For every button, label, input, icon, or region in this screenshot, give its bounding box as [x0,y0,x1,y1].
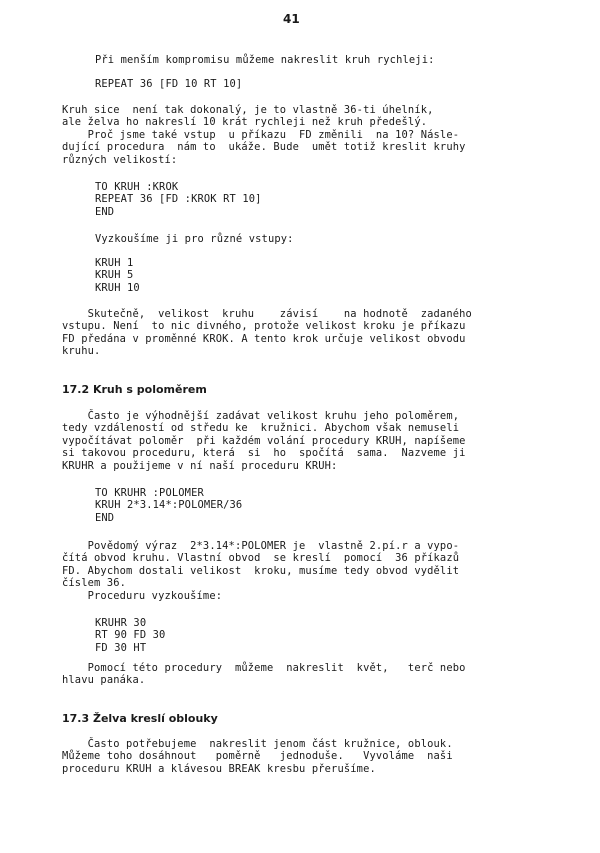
paragraph-arcs: Často potřebujeme nakreslit jenom část kružnice, oblouk. Můžeme toho dosáhnout poměrně jednoduše. Vyvoláme naši proceduru KRUH a klávesou BREAK kresbu přerušíme. [62,738,453,775]
code-to-kruh: TO KRUH :KROK REPEAT 36 [FD :KROK RT 10] END [95,181,262,218]
paragraph-try-inputs: Vyzkoušíme ji pro různé vstupy: [95,233,294,245]
paragraph-circle-polygon: Kruh sice není tak dokonalý, je to vlastně 36-ti úhelník, ale želva ho nakreslí 10 krát rychleji než kruh předešlý. Proč jsme také vstup u příkazu FD změnili na 10? Násle- dující procedura nám to ukáže. Bude umět totiž kreslit kruhy různých velikostí: [62,104,466,166]
paragraph-compromise: Při menším kompromisu můžeme nakreslit kruh rychleji: [95,54,435,66]
code-kruh-calls: KRUH 1 KRUH 5 KRUH 10 [95,257,140,294]
section-heading-17-2: 17.2 Kruh s poloměrem [62,383,207,396]
code-kruhr-calls: KRUHR 30 RT 90 FD 30 FD 30 HT [95,617,166,654]
page-number: 41 [283,12,300,26]
code-repeat: REPEAT 36 [FD 10 RT 10] [95,78,243,90]
section-heading-17-3: 17.3 Želva kreslí oblouky [62,712,218,725]
paragraph-expression: Povědomý výraz 2*3.14*:POLOMER je vlastně 2.pí.r a vypo- čítá obvod kruhu. Vlastní obvod se kreslí pomocí 36 příkazů FD. Abychom dostali velikost kroku, musíme tedy obvod vydělit číslem 36. Proceduru vyzkoušíme: [62,540,460,602]
paragraph-usage: Pomocí této procedury můžeme nakreslit květ, terč nebo hlavu panáka. [62,662,466,687]
code-to-kruhr: TO KRUHR :POLOMER KRUH 2*3.14*:POLOMER/36 END [95,487,243,524]
paragraph-indeed: Skutečně, velikost kruhu závisí na hodnotě zadaného vstupu. Není to nic divného, protože velikost kroku je příkazu FD předána v proměnné KROK. A tento krok určuje velikost obvodu kruhu. [62,308,472,358]
paragraph-radius: Často je výhodnější zadávat velikost kruhu jeho poloměrem, tedy vzdáleností od středu ke kružnici. Abychom však nemuseli vypočítávat poloměr při každém volání procedury KRUH, napíšeme si takovou proceduru, která si ho spočítá sama. Nazveme ji KRUHR a použijeme v ní naší proceduru KRUH: [62,410,466,472]
